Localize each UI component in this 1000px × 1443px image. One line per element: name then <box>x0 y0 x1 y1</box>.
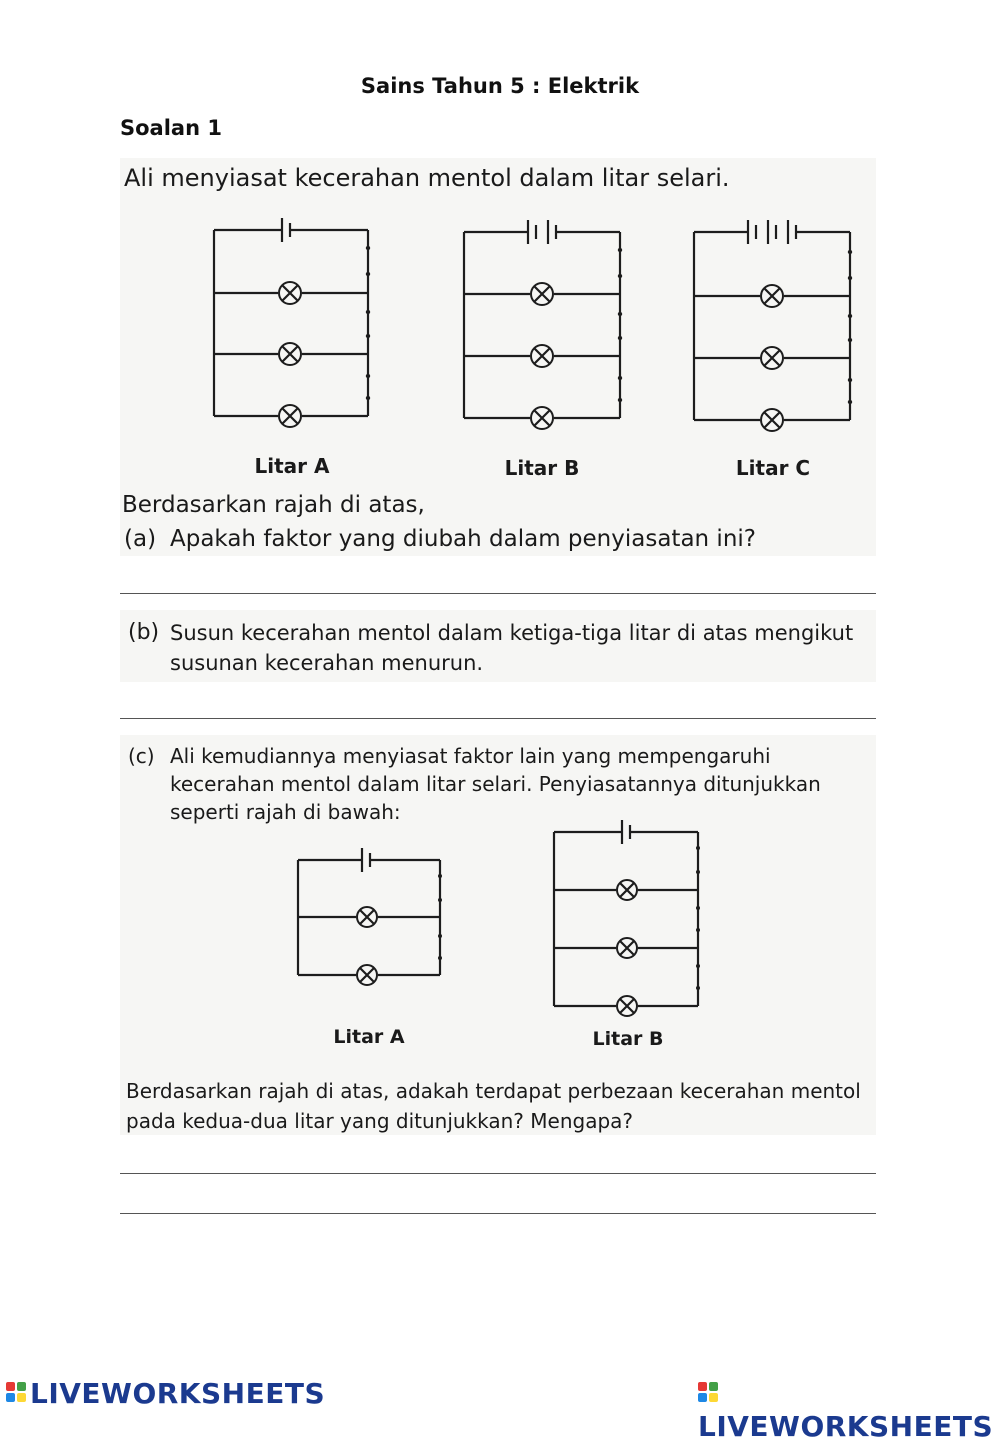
liveworksheets-logo-left <box>6 1377 325 1410</box>
circuit-label-b: Litar B <box>504 456 580 480</box>
question-c-prefix: (c) <box>128 744 155 768</box>
answer-line-c-1[interactable] <box>120 1173 876 1174</box>
answer-line-b[interactable] <box>120 718 876 719</box>
page-title: Sains Tahun 5 : Elektrik <box>360 74 640 98</box>
circuit-diagram-c-a <box>296 844 446 984</box>
bulb-symbol <box>531 407 553 429</box>
circuit-diagram-a <box>210 208 380 428</box>
bulb-symbol <box>357 907 377 927</box>
question-intro: Ali menyiasat kecerahan mentol dalam litar selari. <box>124 164 730 192</box>
bulb-symbol <box>761 347 783 369</box>
bulb-symbol <box>761 285 783 307</box>
question-a-text: Apakah faktor yang diubah dalam penyiasatan ini? <box>170 526 756 552</box>
question-b-line-2: susunan kecerahan menurun. <box>170 651 484 675</box>
question-b-prefix: (b) <box>128 620 160 645</box>
bulb-symbol <box>617 880 637 900</box>
bulb-symbol <box>279 405 301 427</box>
bulb-symbol <box>531 345 553 367</box>
circuit-label-a: Litar A <box>254 454 330 478</box>
bulb-symbol <box>761 409 783 431</box>
circuit-label-c: Litar C <box>735 456 811 480</box>
question-c-bottom-line-1: Berdasarkan rajah di atas, adakah terdapat perbezaan kecerahan mentol <box>126 1079 861 1103</box>
liveworksheets-icon <box>698 1382 718 1402</box>
bulb-symbol <box>357 965 377 985</box>
circuit-diagram-b <box>460 210 630 430</box>
c-circuit-label-b: Litar B <box>592 1028 664 1050</box>
bulb-symbol <box>617 938 637 958</box>
question-label: Soalan 1 <box>120 116 222 140</box>
question-c-line-1: Ali kemudiannya menyiasat faktor lain yang mempengaruhi <box>170 744 771 768</box>
circuit-diagram-c-b <box>552 818 712 1018</box>
bulb-symbol <box>279 343 301 365</box>
question-b-line-1: Susun kecerahan mentol dalam ketiga-tiga litar di atas mengikut <box>170 621 854 645</box>
question-c-bottom-line-2: pada kedua-dua litar yang ditunjukkan? Mengapa? <box>126 1109 634 1133</box>
lead-text: Berdasarkan rajah di atas, <box>122 492 425 518</box>
circuit-diagram-c <box>690 210 860 430</box>
answer-line-c-2[interactable] <box>120 1213 876 1214</box>
bulb-symbol <box>531 283 553 305</box>
answer-line-a[interactable] <box>120 593 876 594</box>
question-c-line-3: seperti rajah di bawah: <box>170 800 401 824</box>
logo-text: LIVEWORKSHEETS <box>30 1377 326 1410</box>
bulb-symbol <box>279 282 301 304</box>
bulb-symbol <box>617 996 637 1016</box>
question-a-prefix: (a) <box>124 526 157 552</box>
logo-text: LIVEWORKSHEETS <box>698 1410 994 1443</box>
liveworksheets-logo-right <box>698 1377 1000 1443</box>
question-c-line-2: kecerahan mentol dalam litar selari. Penyiasatannya ditunjukkan <box>170 772 821 796</box>
c-circuit-label-a: Litar A <box>333 1026 405 1048</box>
liveworksheets-icon <box>6 1382 26 1402</box>
